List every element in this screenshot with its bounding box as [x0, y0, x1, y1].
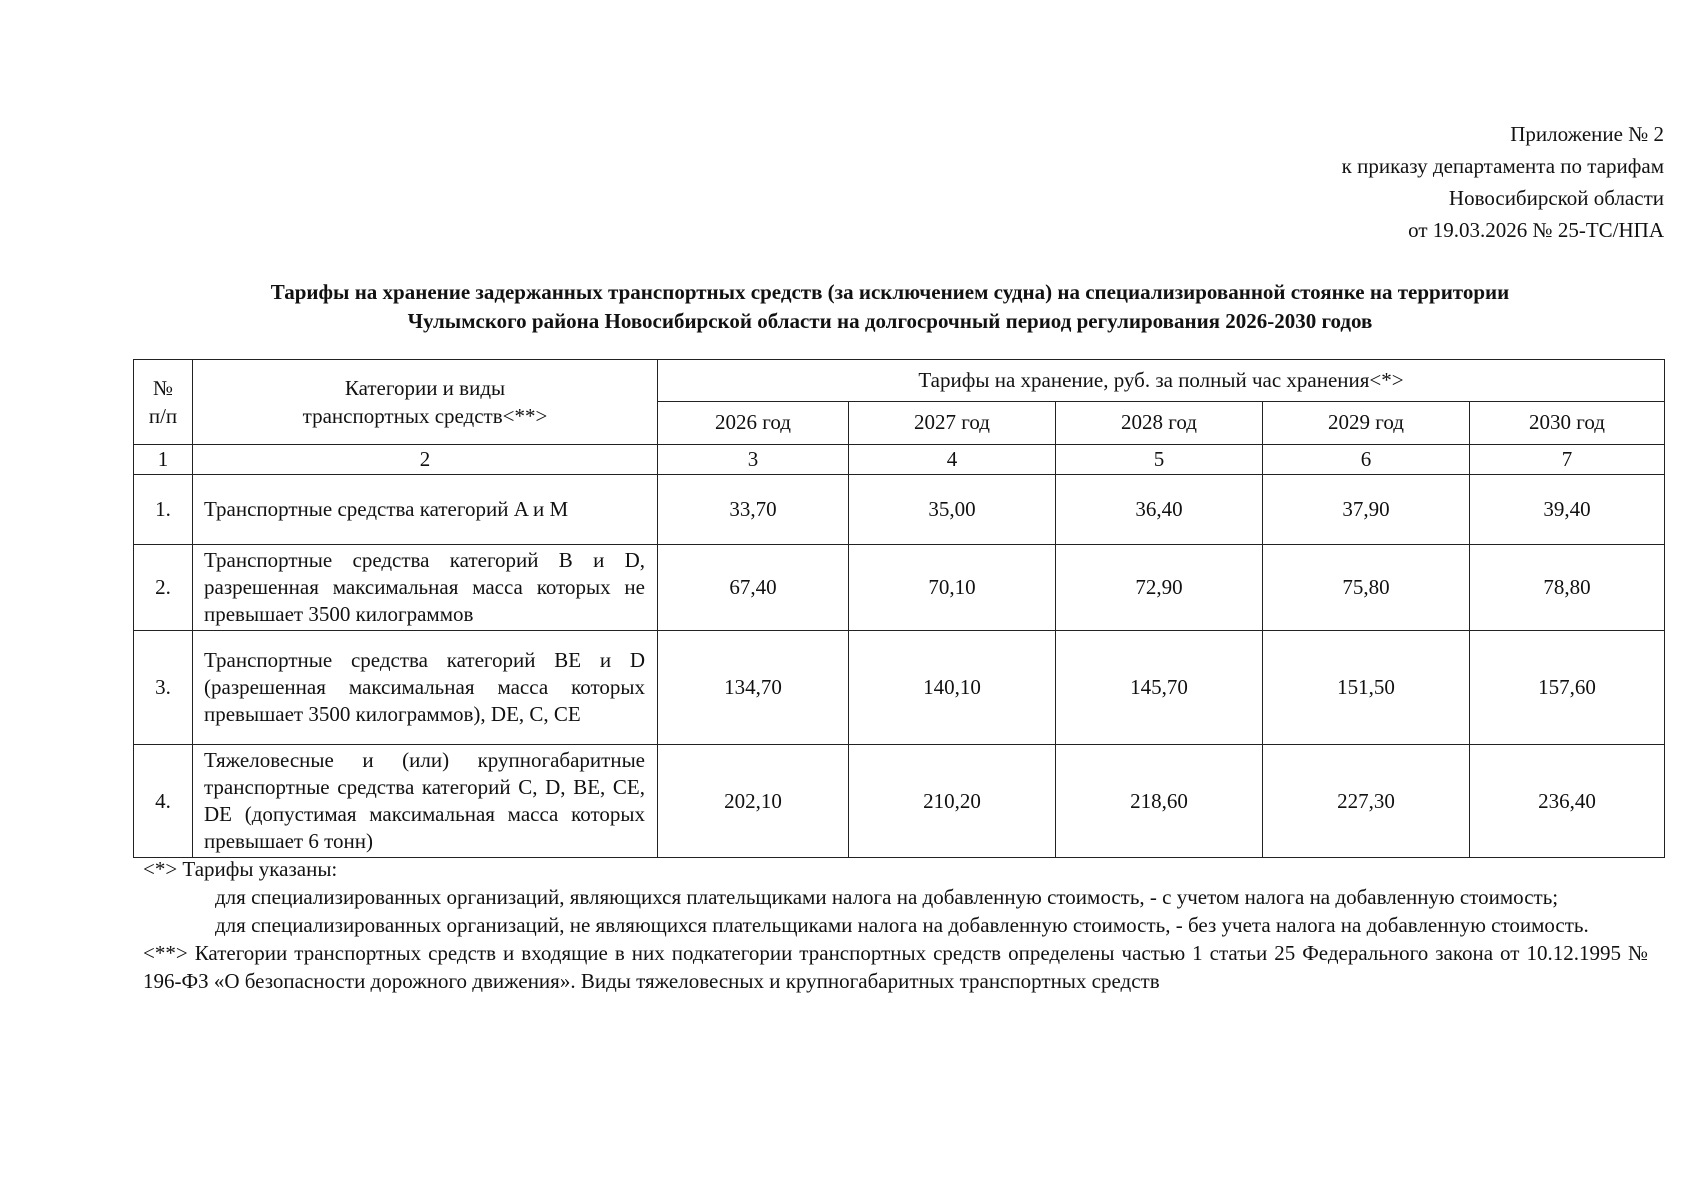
footnotes: [143, 855, 1648, 995]
tariff-value: 75,80: [1263, 545, 1470, 631]
header-category: [193, 360, 658, 445]
tariff-value: 35,00: [849, 475, 1056, 545]
column-index: 5: [1056, 445, 1263, 475]
appendix-header: [1342, 118, 1664, 246]
column-index: 4: [849, 445, 1056, 475]
tariff-value: 157,60: [1470, 631, 1665, 745]
column-index: 6: [1263, 445, 1470, 475]
tariff-table: [133, 359, 1665, 858]
tariff-value: 151,50: [1263, 631, 1470, 745]
tariff-value: 227,30: [1263, 745, 1470, 858]
header-num-label: п/п: [148, 404, 178, 428]
appendix-order-ref: к приказу департамента по тарифам: [1341, 154, 1664, 178]
row-number: 2.: [134, 545, 193, 631]
tariff-value: 202,10: [658, 745, 849, 858]
row-number: 4.: [134, 745, 193, 858]
header-year: 2027 год: [849, 401, 1056, 444]
table-header-row: [134, 360, 1665, 402]
header-num-symbol: №: [152, 376, 174, 400]
tariff-value: 72,90: [1056, 545, 1263, 631]
appendix-region: Новосибирской области: [1448, 186, 1664, 210]
tariff-value: 36,40: [1056, 475, 1263, 545]
tariff-value: 39,40: [1470, 475, 1665, 545]
column-index: 7: [1470, 445, 1665, 475]
table-row: [134, 475, 1665, 545]
footnote-1-title: <*> Тарифы указаны:: [143, 857, 338, 881]
footnote-1-para-1: для специализированных организаций, являющихся плательщиками налога на добавленную стоимость, - с учетом налога на добавленную стоимость;: [215, 885, 1559, 909]
table-row: [134, 545, 1665, 631]
appendix-number: Приложение № 2: [1510, 122, 1664, 146]
header-year: 2028 год: [1056, 401, 1263, 444]
row-category: Тяжеловесные и (или) крупногабаритные транспортные средства категорий C, D, BE, CE, DE (допустимая максимальная масса которых превышает 6 тонн): [193, 745, 658, 858]
tariff-value: 140,10: [849, 631, 1056, 745]
header-num: [134, 360, 193, 445]
row-category: Транспортные средства категорий BE и D (разрешенная максимальная масса которых превышает 3500 килограммов), DE, C, CE: [193, 631, 658, 745]
title-line-2: Чулымского района Новосибирской области на долгосрочный период регулирования 2026-2030 годов: [407, 309, 1373, 333]
header-year: 2029 год: [1263, 401, 1470, 444]
tariff-value: 134,70: [658, 631, 849, 745]
header-year: 2030 год: [1470, 401, 1665, 444]
header-category-line-2: транспортных средств<**>: [302, 404, 548, 428]
tariff-value: 145,70: [1056, 631, 1263, 745]
tariff-value: 70,10: [849, 545, 1056, 631]
row-number: 3.: [134, 631, 193, 745]
title-line-1: Тарифы на хранение задержанных транспортных средств (за исключением судна) на специализированной стоянке на территории: [270, 280, 1510, 304]
header-tariff-group: Тарифы на хранение, руб. за полный час хранения<*>: [658, 360, 1665, 402]
table-row: [134, 745, 1665, 858]
row-category: Транспортные средства категорий A и M: [193, 475, 658, 545]
column-index: 3: [658, 445, 849, 475]
column-index-row: [134, 445, 1665, 475]
row-number: 1.: [134, 475, 193, 545]
tariff-value: 78,80: [1470, 545, 1665, 631]
column-index: 1: [134, 445, 193, 475]
tariff-value: 218,60: [1056, 745, 1263, 858]
tariff-value: 33,70: [658, 475, 849, 545]
tariff-value: 67,40: [658, 545, 849, 631]
tariff-value: 37,90: [1263, 475, 1470, 545]
row-category: Транспортные средства категорий B и D, разрешенная максимальная масса которых не превышает 3500 килограммов: [193, 545, 658, 631]
table-row: [134, 631, 1665, 745]
tariff-value: 210,20: [849, 745, 1056, 858]
header-year: 2026 год: [658, 401, 849, 444]
footnote-1-para-2: для специализированных организаций, не являющихся плательщиками налога на добавленную стоимость, - без учета налога на добавленную стоимость.: [215, 913, 1589, 937]
header-category-line-1: Категории и виды: [344, 376, 506, 400]
tariff-value: 236,40: [1470, 745, 1665, 858]
document-title: [135, 278, 1645, 336]
footnote-2: <**> Категории транспортных средств и входящие в них подкатегории транспортных средств определены частью 1 статьи 25 Федерального закона от 10.12.1995 № 196-ФЗ «О безопасности дорожного движения». Виды тяжеловесных и крупногабаритных транспортных средств: [143, 941, 1648, 993]
column-index: 2: [193, 445, 658, 475]
appendix-date: от 19.03.2026 № 25-ТС/НПА: [1408, 218, 1664, 242]
